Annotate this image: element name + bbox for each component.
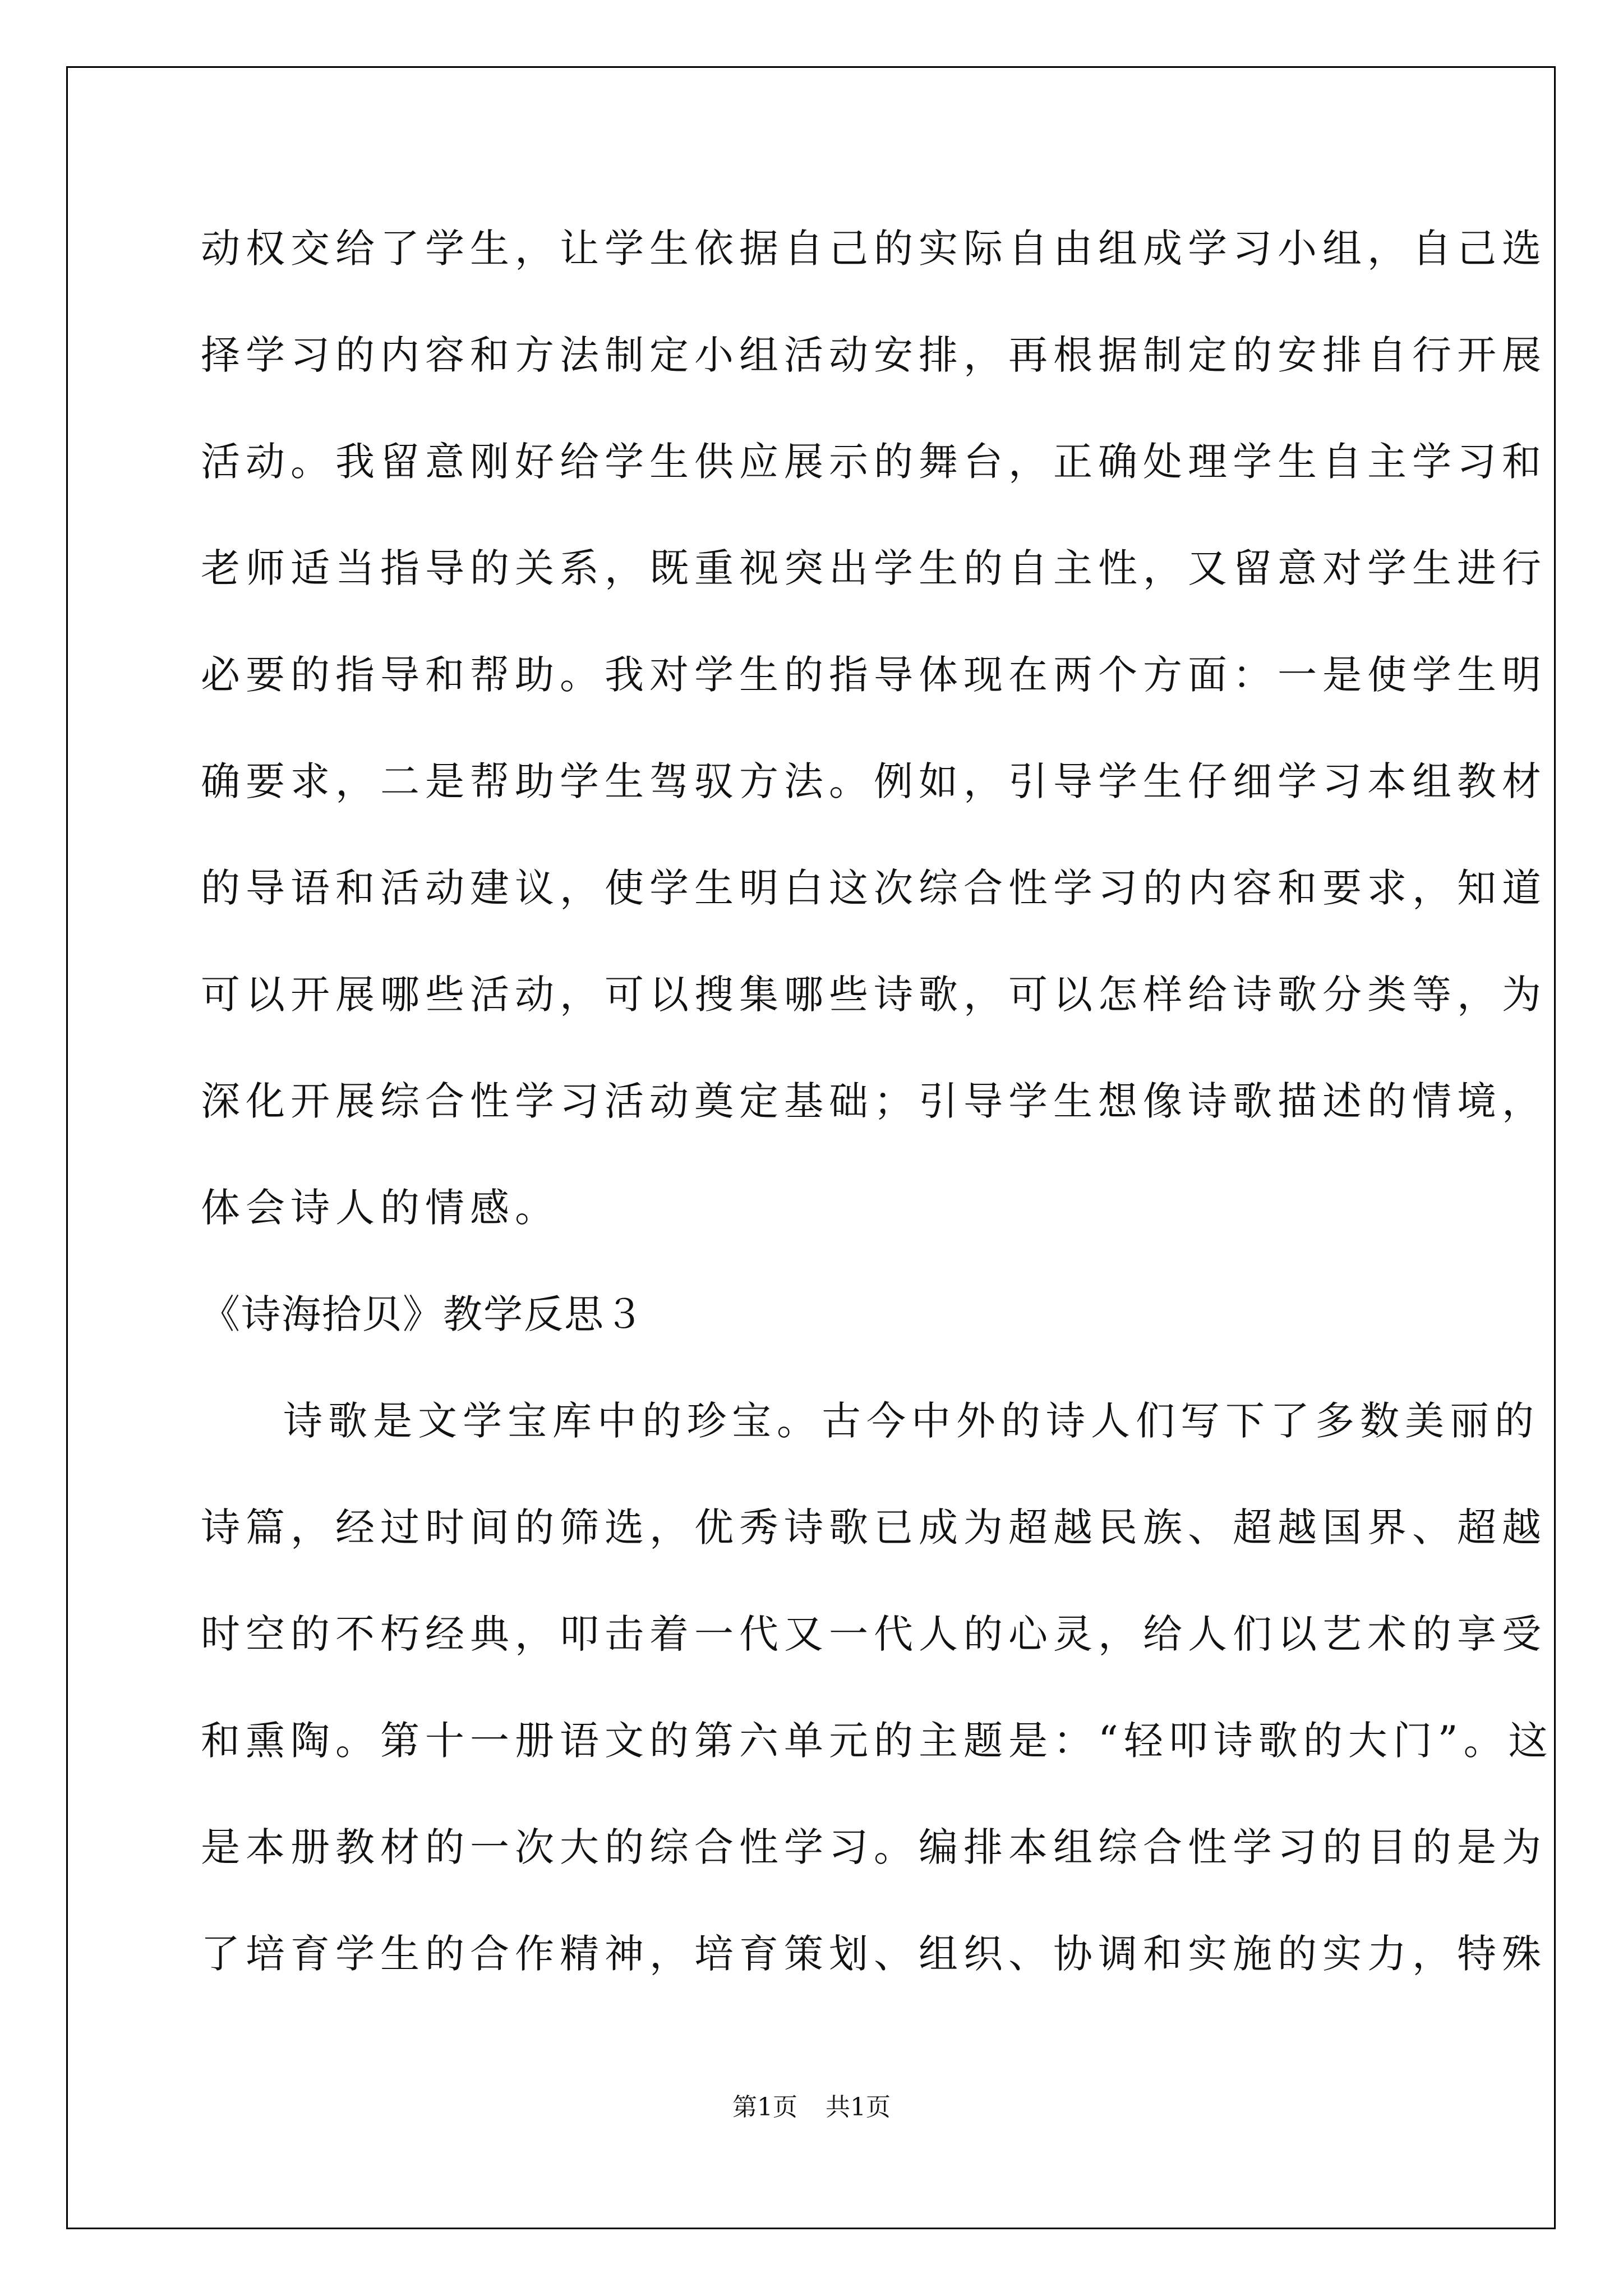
paragraph-line: 深化开展综合性学习活动奠定基础；引导学生想像诗歌描述的情境， <box>201 1078 1547 1124</box>
page-border <box>66 66 1556 2229</box>
paragraph-line: 动权交给了学生，让学生依据自己的实际自由组成学习小组，自己选 <box>201 226 1547 272</box>
paragraph-line: 了培育学生的合作精神，培育策划、组织、协调和实施的实力，特殊 <box>201 1931 1547 1977</box>
paragraph-line: 是本册教材的一次大的综合性学习。编排本组综合性学习的目的是为 <box>201 1824 1547 1870</box>
paragraph-line: 和熏陶。第十一册语文的第六单元的主题是：“轻叩诗歌的大门”。这 <box>201 1718 1553 1764</box>
page-total: 共1页 <box>826 2093 891 2122</box>
page-footer <box>0 2093 1623 2122</box>
paragraph-line: 择学习的内容和方法制定小组活动安排，再根据制定的安排自行开展 <box>201 332 1547 378</box>
paragraph-line: 确要求，二是帮助学生驾驭方法。例如，引导学生仔细学习本组教材 <box>201 758 1547 804</box>
paragraph-line: 的导语和活动建议，使学生明白这次综合性学习的内容和要求，知道 <box>201 865 1547 911</box>
page-number: 第1页 <box>732 2093 797 2122</box>
paragraph-line: 老师适当指导的关系，既重视突出学生的自主性，又留意对学生进行 <box>201 545 1547 591</box>
section-heading: 《诗海拾贝》教学反思３ <box>201 1291 645 1337</box>
paragraph-line: 诗歌是文学宝库中的珍宝。古今中外的诗人们写下了多数美丽的 <box>283 1398 1539 1444</box>
paragraph-line: 必要的指导和帮助。我对学生的指导体现在两个方面：一是使学生明 <box>201 652 1547 698</box>
paragraph-line: 诗篇，经过时间的筛选，优秀诗歌已成为超越民族、超越国界、超越 <box>201 1504 1547 1550</box>
paragraph-line: 体会诗人的情感。 <box>201 1185 560 1231</box>
paragraph-line: 时空的不朽经典，叩击着一代又一代人的心灵，给人们以艺术的享受 <box>201 1611 1547 1657</box>
paragraph-line: 活动。我留意刚好给学生供应展示的舞台，正确处理学生自主学习和 <box>201 439 1547 485</box>
paragraph-line: 可以开展哪些活动，可以搜集哪些诗歌，可以怎样给诗歌分类等，为 <box>201 972 1547 1018</box>
